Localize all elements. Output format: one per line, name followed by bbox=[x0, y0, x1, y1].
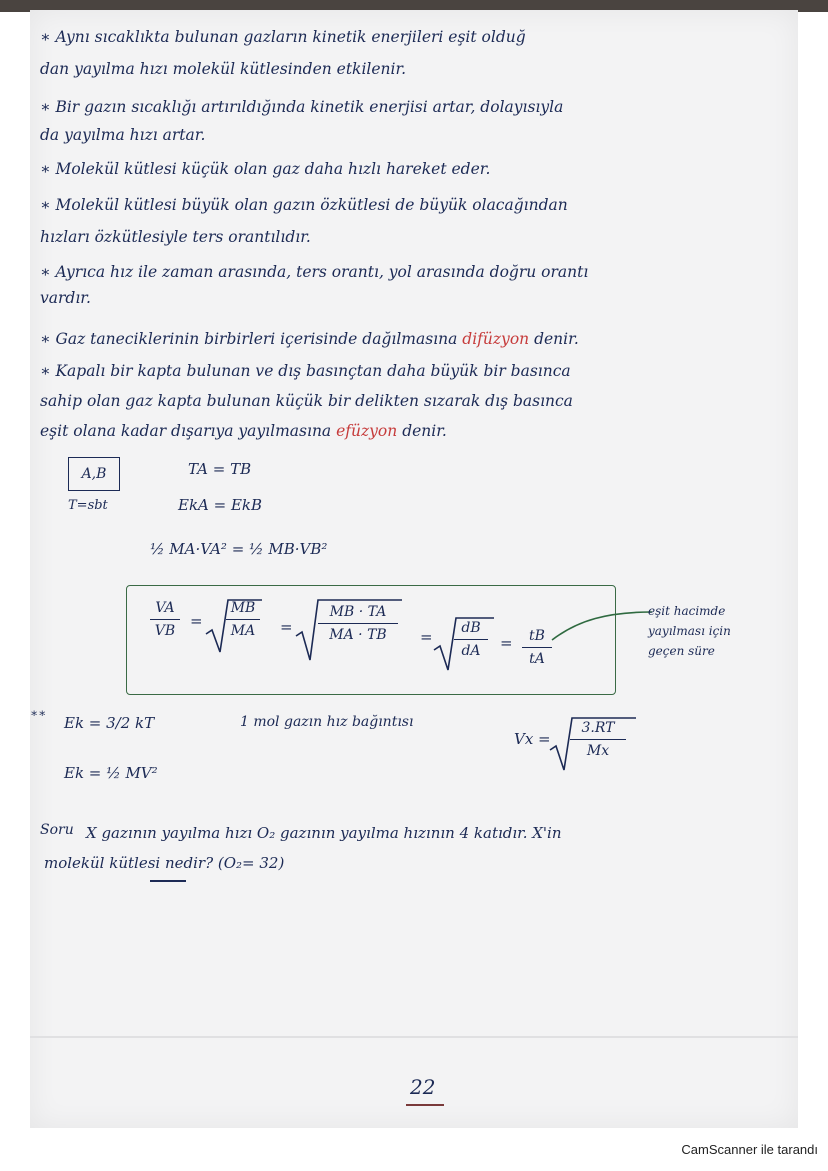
side-note-2: yayılması için bbox=[648, 624, 731, 638]
ratio-mass-temperature bbox=[318, 604, 398, 643]
ratio-mass bbox=[226, 600, 260, 639]
underline-mark bbox=[150, 880, 186, 882]
scanner-footer-text: CamScanner ile tarandı bbox=[681, 1142, 818, 1157]
note-line-5b: vardır. bbox=[40, 289, 91, 307]
note-line-7a: ∗ Kapalı bir kapta bulunan ve dış basınçtan daha büyük bir basınca bbox=[40, 362, 571, 380]
note-line-3: ∗ Molekül kütlesi küçük olan gaz daha hızlı hareket eder. bbox=[40, 160, 491, 178]
vx-numerator: 3.RT bbox=[581, 720, 615, 736]
equation-half-mv2: ½ MA·VA² = ½ MB·VB² bbox=[150, 540, 328, 558]
ratio-mass-num: MB bbox=[230, 600, 256, 616]
ratio-velocity-den: VB bbox=[154, 623, 176, 639]
note-line-5a: ∗ Ayrıca hız ile zaman arasında, ters orantı, yol arasında doğru orantı bbox=[40, 263, 589, 281]
side-note-3: geçen süre bbox=[648, 644, 715, 658]
equals-sign: = bbox=[190, 612, 203, 630]
diffusion-suffix: denir. bbox=[534, 330, 579, 348]
question-line-2: molekül kütlesi nedir? (O₂= 32) bbox=[44, 854, 285, 872]
ratio-mass-temperature-num: MB · TA bbox=[329, 604, 387, 620]
kinetic-energy-kt: Ek = 3/2 kT bbox=[64, 714, 155, 732]
note-line-7b: sahip olan gaz kapta bulunan küçük bir delikten sızarak dış basınca bbox=[40, 392, 573, 410]
gas-ab-box: A,B bbox=[68, 457, 120, 491]
note-line-4a: ∗ Molekül kütlesi büyük olan gazın özkütlesi de büyük olacağından bbox=[40, 196, 568, 214]
page-number: 22 bbox=[410, 1075, 436, 1099]
note-line-1b: dan yayılma hızı molekül kütlesinden etkilenir. bbox=[40, 60, 407, 78]
diffusion-term: difüzyon bbox=[462, 330, 530, 348]
ratio-density bbox=[454, 620, 488, 659]
equals-sign: = bbox=[420, 628, 433, 646]
vx-denominator: Mx bbox=[586, 743, 610, 759]
page-number-underline bbox=[406, 1104, 444, 1106]
vx-fraction bbox=[570, 720, 626, 759]
ratio-velocity bbox=[150, 600, 180, 639]
annotation-arrow bbox=[548, 606, 658, 646]
note-line-2a: ∗ Bir gazın sıcaklığı artırıldığında kinetik enerjisi artar, dolayısıyla bbox=[40, 98, 564, 116]
ratio-density-num: dB bbox=[461, 620, 481, 636]
molar-speed-note: 1 mol gazın hız bağıntısı bbox=[240, 714, 414, 730]
vx-lhs: Vx = bbox=[514, 730, 551, 748]
effusion-suffix: denir. bbox=[402, 422, 447, 440]
effusion-term: efüzyon bbox=[336, 422, 398, 440]
ratio-time-den: tA bbox=[529, 651, 545, 667]
note-line-2b: da yayılma hızı artar. bbox=[40, 126, 206, 144]
note-line-4b: hızları özkütlesiyle ters orantılıdır. bbox=[40, 228, 311, 246]
note-line-6 bbox=[40, 330, 579, 348]
important-mark: ∗∗ bbox=[30, 706, 47, 720]
kinetic-energy-mv2: Ek = ½ MV² bbox=[64, 764, 158, 782]
equals-sign: = bbox=[500, 634, 513, 652]
question-line-1: X gazının yayılma hızı O₂ gazının yayılma hızının 4 katıdır. X'in bbox=[86, 824, 562, 842]
ratio-time-num: tB bbox=[529, 628, 545, 644]
scanner-footer bbox=[0, 1131, 828, 1171]
page-fold bbox=[30, 1036, 798, 1038]
equation-temperature: TA = TB bbox=[188, 460, 252, 478]
ratio-mass-den: MA bbox=[230, 623, 256, 639]
ratio-velocity-num: VA bbox=[155, 600, 175, 616]
equals-sign: = bbox=[280, 618, 293, 636]
ratio-density-den: dA bbox=[461, 643, 481, 659]
note-line-7c bbox=[40, 422, 447, 440]
equation-kinetic-energy: EkA = EkB bbox=[178, 496, 263, 514]
diffusion-definition: ∗ Gaz taneciklerinin birbirleri içerisinde dağılmasına bbox=[40, 330, 458, 348]
question-label: Soru bbox=[40, 822, 74, 838]
temperature-constant: T=sbt bbox=[68, 498, 108, 513]
ratio-mass-temperature-den: MA · TB bbox=[329, 627, 387, 643]
effusion-definition: eşit olana kadar dışarıya yayılmasına bbox=[40, 422, 332, 440]
note-line-1a: ∗ Aynı sıcaklıkta bulunan gazların kinetik enerjileri eşit olduğ bbox=[40, 28, 526, 46]
side-note-1: eşit hacimde bbox=[648, 604, 726, 618]
